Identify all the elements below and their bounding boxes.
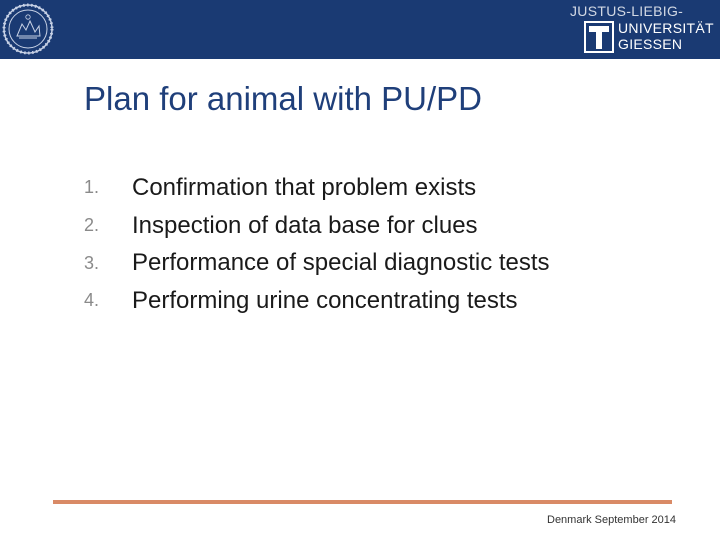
list-item [84,207,644,245]
university-name-line-1: JUSTUS-LIEBIG- [570,3,684,19]
footer-divider [53,500,672,504]
numbered-list [84,169,644,320]
list-item [84,169,644,207]
list-item-number: 3. [84,253,100,273]
university-seal-icon [2,2,54,56]
list-item-text: Confirmation that problem exists [132,174,477,201]
list-item-number: 4. [84,290,100,310]
university-name-line-2: UNIVERSITÄT [618,20,714,36]
university-name-line-3: GIESSEN [618,36,683,52]
university-logo-icon [584,21,614,53]
list-item-text: Performance of special diagnostic tests [132,249,550,276]
list-item-text: Inspection of data base for clues [132,211,478,239]
list-item [84,282,644,320]
list-item [84,244,644,282]
slide-title: Plan for animal with PU/PD [84,80,482,117]
list-item-number: 2. [84,214,100,235]
list-item-number: 1. [84,177,100,197]
header-bar [0,0,720,59]
list-item-text: Performing urine concentrating tests [132,287,518,314]
footer-text: Denmark September 2014 [547,514,677,526]
